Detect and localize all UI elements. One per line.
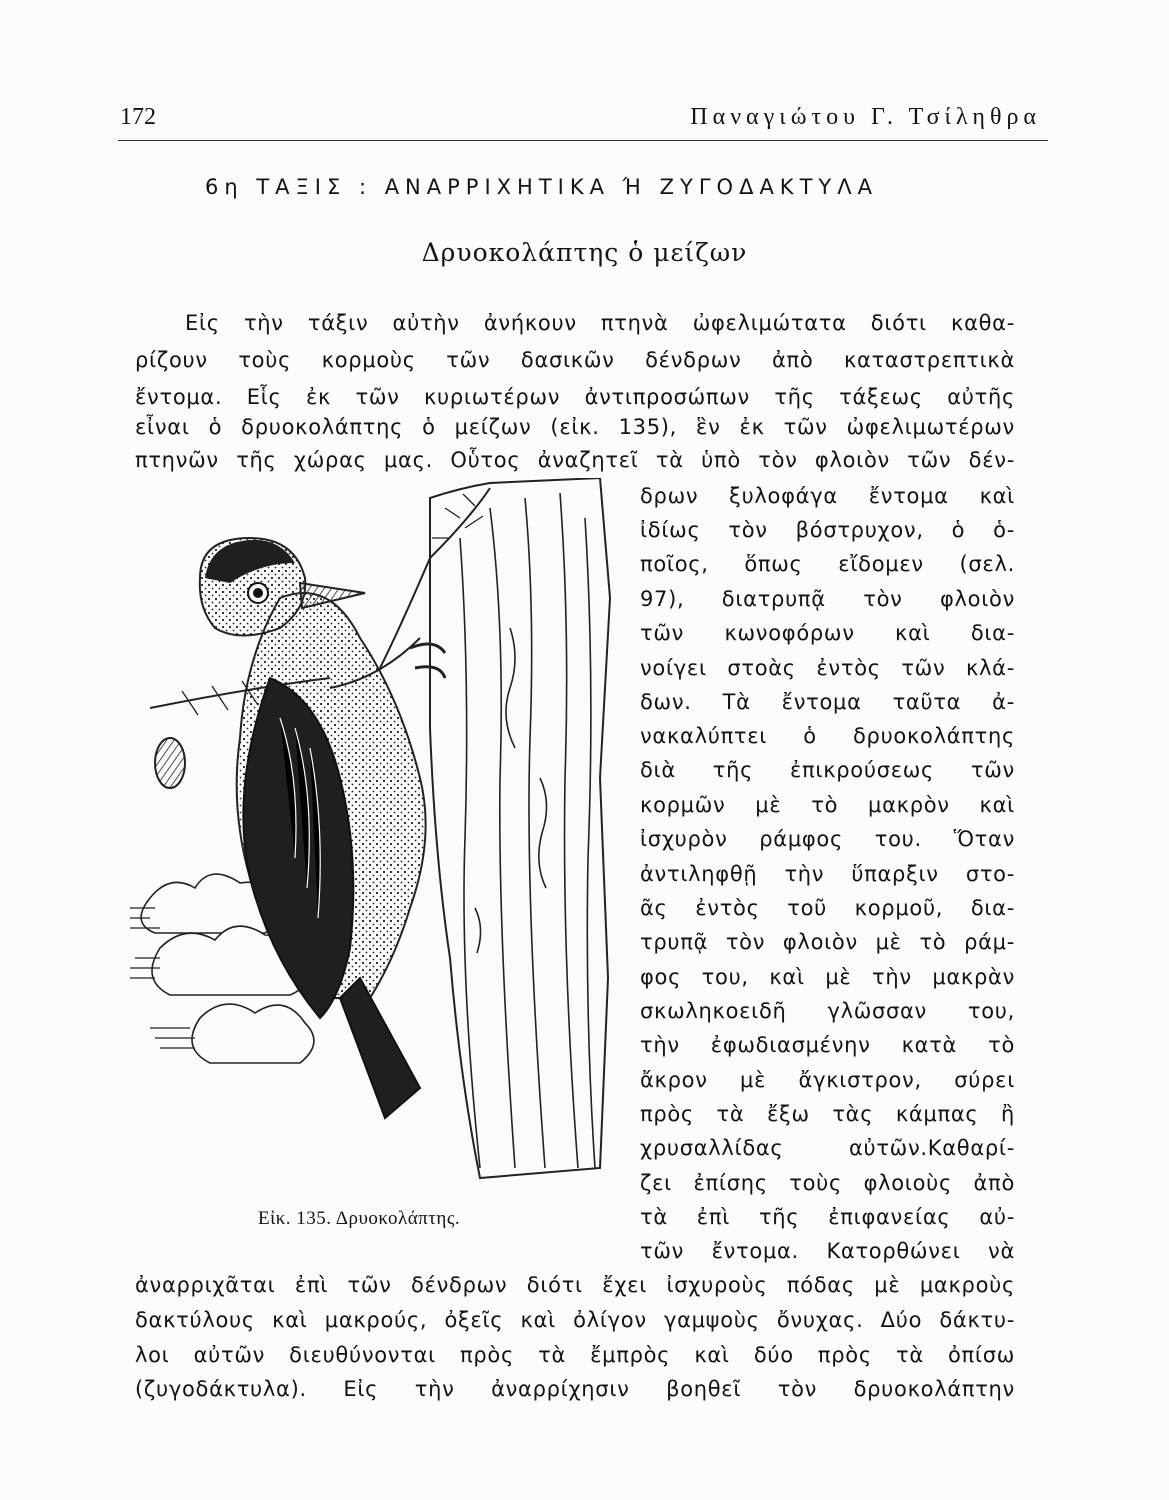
woodpecker-illustration-icon [130, 478, 625, 1198]
body-line: ζει ἐπίσης τοὺς φλοιοὺς ἀπὸ [640, 1171, 1015, 1195]
figure-illustration [130, 478, 625, 1198]
figure-caption: Εἰκ. 135. Δρυοκολάπτης. [258, 1208, 461, 1229]
body-line: τρυπᾷ τὸν φλοιὸν μὲ τὸ ράμ- [640, 930, 1015, 954]
body-line: ρίζουν τοὺς κορμοὺς τῶν δασικῶν δένδρων ἀπὸ καταστρεπτικὰ [135, 348, 1015, 372]
body-line: τῶν ἔντομα. Κατορθώνει νὰ [640, 1239, 1015, 1263]
body-line: δρων ξυλοφάγα ἔντομα καὶ [640, 484, 1015, 508]
body-line: τὰ ἐπὶ τῆς ἐπιφανείας αὐ- [640, 1205, 1015, 1229]
body-line: τὴν ἐφωδιασμένην κατὰ τὸ [640, 1033, 1015, 1057]
body-line: 97), διατρυπᾷ τὸν φλοιὸν [640, 587, 1015, 611]
body-line: δακτύλους καὶ μακρούς, ὀξεῖς καὶ ὀλίγον γαμψοὺς ὄνυχας. Δύο δάκτυ- [135, 1308, 1015, 1332]
body-line: Εἰς τὴν τάξιν αὐτὴν ἀνήκουν πτηνὰ ὠφελιμώτατα διότι καθα- [185, 311, 1015, 335]
body-line: (ζυγοδάκτυλα). Εἰς τὴν ἀναρρίχησιν βοηθεῖ τὸν δρυοκολάπτην [135, 1377, 1015, 1401]
page-number: 172 [120, 104, 156, 130]
body-line: πτηνῶν τῆς χώρας μας. Οὗτος ἀναζητεῖ τὰ ὑπὸ τὸν φλοιὸν τῶν δέν- [135, 448, 1015, 472]
body-line: ἰδίως τὸν βόστρυχον, ὁ ὁ- [640, 518, 1015, 542]
body-line: νοίγει στοὰς ἐντὸς τῶν κλά- [640, 656, 1015, 680]
article-title: Δρυοκολάπτης ὁ μείζων [421, 238, 748, 267]
body-line: ἀναρριχᾶται ἐπὶ τῶν δένδρων διότι ἔχει ἰσχυροὺς πόδας μὲ μακροὺς [135, 1273, 1015, 1297]
body-line: δων. Τὰ ἔντομα ταῦτα ἀ- [640, 690, 1015, 714]
body-line: φος του, καὶ μὲ τὴν μακρὰν [640, 965, 1015, 989]
body-line: εἶναι ὁ δρυοκολάπτης ὁ μείζων (εἰκ. 135), ἓν ἐκ τῶν ὠφελιμωτέρων [135, 415, 1015, 439]
section-heading: 6η ΤΑΞΙΣ : ΑΝΑΡΡΙΧΗΤΙΚΑ Ή ΖΥΓΟΔΑΚΤΥΛΑ [205, 175, 878, 199]
body-line: χρυσαλλίδας αὐτῶν.Καθαρί- [640, 1136, 1015, 1160]
body-line: ποῖος, ὅπως εἴδομεν (σελ. [640, 552, 1015, 576]
body-line: τῶν κωνοφόρων καὶ δια- [640, 621, 1015, 645]
body-line: σκωληκοειδῆ γλῶσσαν του, [640, 999, 1015, 1023]
body-line: ἰσχυρὸν ράμφος του. Ὅταν [640, 827, 1015, 851]
body-line: νακαλύπτει ὁ δρυοκολάπτης [640, 724, 1015, 748]
running-header-author: Παναγιώτου Γ. Τσίληθρα [690, 104, 1041, 130]
body-line: κορμῶν μὲ τὸ μακρὸν καὶ [640, 793, 1015, 817]
body-line: ἔντομα. Εἷς ἐκ τῶν κυριωτέρων ἀντιπροσώπων τῆς τάξεως αὐτῆς [135, 385, 1015, 409]
body-line: ᾶς ἐντὸς τοῦ κορμοῦ, δια- [640, 896, 1015, 920]
body-line: ἀντιληφθῇ τὴν ὕπαρξιν στο- [640, 862, 1015, 886]
body-line: λοι αὐτῶν διευθύνονται πρὸς τὰ ἔμπρὸς καὶ δύο πρὸς τὰ ὀπίσω [135, 1343, 1015, 1367]
header-rule [118, 140, 1048, 141]
body-line: ἄκρον μὲ ἄγκιστρον, σύρει [640, 1068, 1015, 1092]
body-line: πρὸς τὰ ἔξω τὰς κάμπας ἢ [640, 1102, 1015, 1126]
body-line: διὰ τῆς ἐπικρούσεως τῶν [640, 758, 1015, 782]
